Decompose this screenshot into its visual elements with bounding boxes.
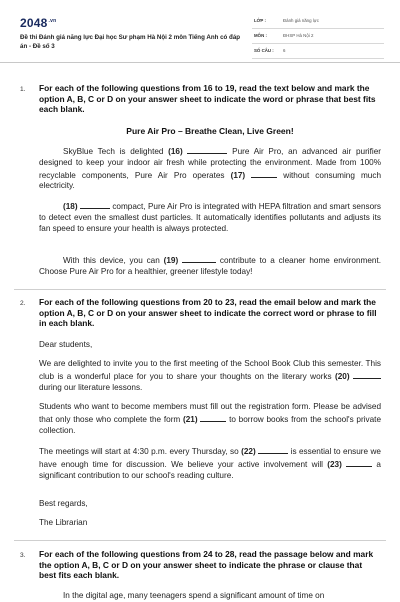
email-greeting: Dear students,	[39, 340, 93, 349]
passage-paragraph	[39, 254, 381, 278]
meta-value: ĐHSP Hà Nội 2	[283, 33, 314, 38]
meta-key: SỐ CÂU :	[254, 48, 274, 53]
email-paragraph	[39, 445, 381, 481]
meta-row-count	[252, 44, 384, 59]
passage-paragraph	[39, 145, 381, 192]
text-run: is essential to ensure we have enough time for discussion. We believe your active involvement will	[39, 447, 381, 469]
blank-number: (22)	[241, 447, 256, 456]
blank-number: (23)	[327, 459, 342, 469]
question-number: 1.	[20, 86, 26, 93]
text-run: SkyBlue Tech is delighted	[63, 147, 169, 156]
answer-blank[interactable]	[251, 169, 277, 178]
document-header	[0, 0, 400, 63]
answer-blank[interactable]	[80, 200, 110, 209]
exam-title: Đề thi Đánh giá năng lực Đại học Sư phạm Hà Nội 2 môn Tiếng Anh có đáp án - Đề số 3	[20, 34, 241, 50]
text-run: to borrow books from the school's private collection.	[39, 414, 382, 435]
text-run: We are delighted to invite you to the first meeting of the School Book Club this semester. This club is a wonderful place for you to share your thoughts on the literary works	[39, 359, 381, 381]
email-signature: The Librarian	[39, 518, 88, 527]
answer-blank[interactable]	[187, 145, 227, 154]
text-run: Students who want to become members must fill out the registration form. Please be advised that only those who complete the form	[39, 402, 381, 424]
question-instruction: For each of the following questions from 16 to 19, read the text below and mark the option A, B, C or D on your answer sheet to indicate the word or phrase that best fits each blank.	[39, 83, 376, 114]
passage-paragraph: In the digital age, many teenagers spend a significant amount of time on	[63, 591, 325, 600]
section-divider	[14, 289, 386, 290]
text-run: The meetings will start at 4:30 p.m. every Thursday, so	[39, 447, 242, 456]
text-run: a significant contribution to our school's reading culture.	[39, 459, 381, 480]
blank-number: (20)	[334, 371, 350, 381]
blank-number: (17)	[230, 170, 246, 180]
meta-row-class	[252, 14, 384, 29]
question-instruction: For each of the following questions from 20 to 23, read the email below and mark the option A, B, C or D on your answer sheet to indicate the correct word or phrase to fill in each blank.	[39, 297, 377, 328]
section-divider	[14, 540, 386, 541]
meta-value: Đánh giá năng lực	[283, 18, 319, 23]
question-instruction: For each of the following questions from 24 to 28, read the passage below and mark the option A, B, C or D on your answer sheet to indicate the phrase or clause that best fits each blank.	[39, 549, 374, 580]
email-closing: Best regards,	[39, 499, 88, 508]
passage-title: Pure Air Pro – Breathe Clean, Live Green!	[126, 126, 294, 136]
text-run: compact, Pure Air Pro is integrated with HEPA filtration and smart sensors to detect even the smallest dust particles. It automatically identifies pollutants and adjusts its fan speed to ensure your health is always protected.	[39, 202, 381, 233]
passage-paragraph	[39, 200, 381, 234]
blank-number: (16)	[168, 147, 183, 156]
meta-key: LỚP :	[254, 18, 266, 23]
answer-blank[interactable]	[182, 254, 216, 263]
logo-text: 2048	[20, 16, 48, 30]
answer-blank[interactable]	[353, 370, 381, 379]
text-run: With this device, you can	[63, 256, 164, 265]
logo-domain: .vn	[48, 18, 57, 24]
meta-row-subject	[252, 29, 384, 44]
question-number: 2.	[20, 300, 26, 307]
meta-key: MÔN :	[254, 33, 267, 38]
answer-blank[interactable]	[258, 445, 288, 454]
answer-blank[interactable]	[346, 458, 372, 467]
site-logo[interactable]	[20, 16, 56, 30]
blank-number: (19)	[163, 256, 179, 265]
text-run: during our literature lessons.	[39, 382, 143, 392]
text-run: without consuming much electricity.	[39, 170, 381, 191]
meta-value: 6	[283, 48, 286, 53]
text-run: Pure Air Pro, an advanced air purifier designed to keep your indoor air fresh while protecting the environment. Made from 100% recyclable components, Pure Air Pro operates	[39, 147, 381, 180]
email-paragraph	[39, 359, 381, 393]
email-paragraph	[39, 402, 381, 436]
question-number: 3.	[20, 552, 26, 559]
text-run: contribute to a cleaner home environment. Choose Pure Air Pro for a healthier, greener lifestyle today!	[39, 256, 381, 276]
blank-number: (21)	[183, 414, 198, 424]
answer-blank[interactable]	[200, 413, 226, 422]
exam-meta-table	[252, 14, 384, 59]
blank-number: (18)	[63, 202, 78, 211]
